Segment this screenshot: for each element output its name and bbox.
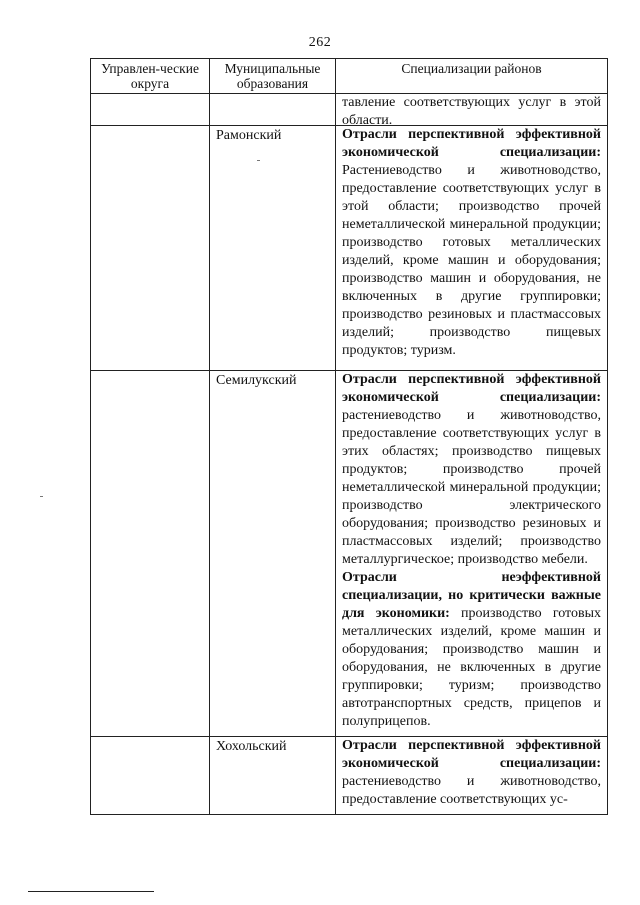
specialization-paragraph: Отрасли неэффективной специализации, но критически важные для экономики: производство готовых металлических изделий, кроме машин и оборудования; производство машин и оборудования, не включенных в другие группировки; туризм; производство автотранспортных средств, прицепов и полуприцепов. xyxy=(342,570,601,729)
district-cell xyxy=(91,94,210,125)
scan-margin-mark xyxy=(257,160,260,161)
specialization-paragraph: Отрасли перспективной эффективной экономической специализации: растениеводство и животноводство, предоставление соответствующих ус- xyxy=(342,738,601,807)
specialization-cell xyxy=(336,126,607,370)
table-row xyxy=(90,94,608,126)
specialization-cell xyxy=(336,737,607,814)
header-management-districts: Управлен-ческие округа xyxy=(91,59,210,93)
table-row xyxy=(90,126,608,371)
specialization-paragraph: Отрасли перспективной эффективной экономической специализации: Растениеводство и животноводство, предоставление соответствующих услуг в этой области; производство прочей неметаллической минеральной продукции; производство готовых металлических изделий, кроме машин и оборудования; производство машин и оборудования, не включенных в другие группировки; производство резиновых и пластмассовых изделий; производство пищевых продуктов; туризм. xyxy=(342,127,601,358)
footnote-rule xyxy=(28,891,154,892)
table-header-row xyxy=(90,58,608,94)
municipality-cell: Рамонский xyxy=(210,126,336,370)
specialization-paragraph: тавление соответствующих услуг в этой области. xyxy=(342,95,601,128)
specialization-table xyxy=(90,58,608,815)
municipality-cell xyxy=(210,94,336,125)
specialization-paragraph: Отрасли перспективной эффективной экономической специализации: растениеводство и животноводство, предоставление соответствующих услуг в этих областях; производство пищевых продуктов; производство прочей неметаллической минеральной продукции; производство электрического оборудования; производство резиновых и пластмассовых изделий; производство металлургическое; производство мебели. xyxy=(342,372,601,567)
municipality-cell: Хохольский xyxy=(210,737,336,814)
table-row xyxy=(90,737,608,815)
municipality-cell: Семилукский xyxy=(210,371,336,736)
table-row xyxy=(90,371,608,737)
header-municipalities: Муниципальные образования xyxy=(210,59,336,93)
scan-margin-mark xyxy=(40,496,43,497)
header-district-specializations: Специализации районов xyxy=(401,61,542,76)
district-cell xyxy=(91,737,210,814)
specialization-cell xyxy=(336,94,607,128)
district-cell xyxy=(91,126,210,370)
specialization-cell xyxy=(336,371,607,736)
district-cell xyxy=(91,371,210,736)
page-number: 262 xyxy=(308,35,332,50)
